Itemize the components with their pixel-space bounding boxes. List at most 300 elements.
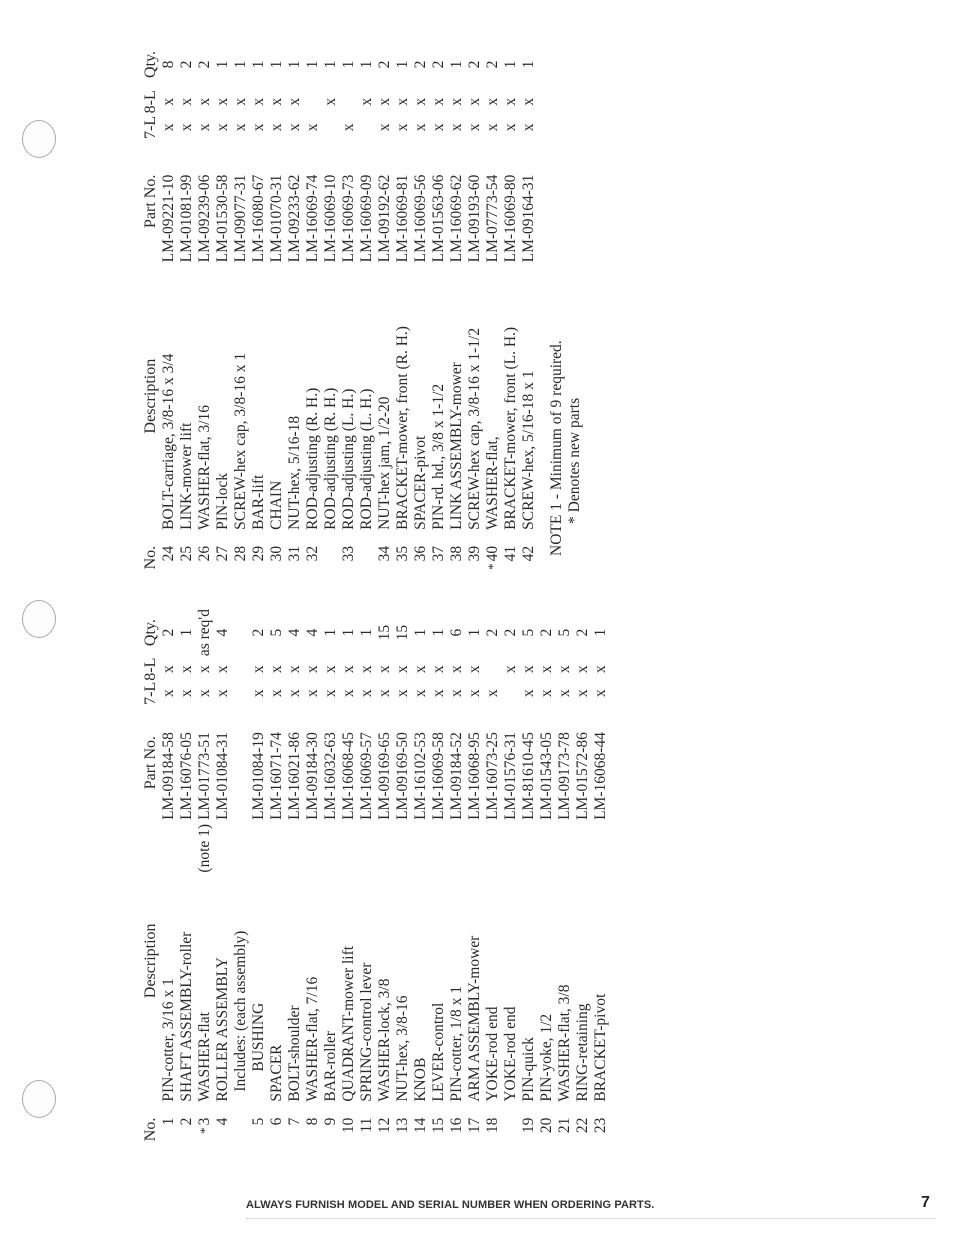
- table-row: [394, 608, 412, 1168]
- item-number-value: 21: [556, 1117, 573, 1134]
- part-number: LM-16071-74: [268, 732, 285, 820]
- item-description: [304, 820, 322, 1110]
- table-row: [358, 608, 376, 1168]
- table-row: [214, 608, 232, 1168]
- item-number-value: 26: [196, 545, 213, 562]
- part-number: LM-01572-86: [574, 732, 591, 820]
- item-number: [322, 1110, 340, 1168]
- item-description-text: SHAFT ASSEMBLY-roller: [178, 931, 195, 1102]
- binder-hole-top: [22, 120, 56, 158]
- table-row: [520, 608, 538, 1168]
- item-description: [484, 262, 502, 537]
- model-7l-mark: x: [484, 689, 501, 698]
- model-7l-mark: x: [178, 689, 195, 698]
- table-row: [178, 40, 196, 600]
- item-number-value: 5: [250, 1117, 267, 1126]
- part-number: LM-09184-30: [304, 732, 321, 820]
- model-8l-mark: x: [340, 665, 357, 674]
- model-7l-mark: x: [286, 123, 303, 132]
- part-number: LM-01530-58: [214, 174, 231, 263]
- quantity: 2: [466, 60, 483, 69]
- item-description: [250, 262, 268, 537]
- model-7l-mark: [232, 681, 250, 705]
- model-8l-mark: x: [358, 665, 375, 674]
- item-number: [178, 1110, 196, 1168]
- table-row: [376, 40, 394, 600]
- quantity: 1: [322, 60, 339, 69]
- item-description-text: BAR-lift: [250, 474, 267, 530]
- table-row: [268, 40, 286, 600]
- part-number: LM-09192-62: [376, 174, 393, 263]
- part-number: LM-09169-50: [394, 732, 411, 820]
- item-description-text: WASHER-flat, 7/16: [304, 976, 321, 1102]
- model-7l-mark: x: [304, 123, 321, 132]
- item-description: [322, 262, 340, 537]
- table-row: [232, 40, 250, 600]
- item-number-value: 17: [466, 1117, 483, 1134]
- item-number-value: 18: [484, 1117, 501, 1134]
- model-7l-mark: x: [160, 123, 177, 132]
- model-7l-mark: x: [340, 123, 357, 132]
- header-qty: Qty.: [142, 619, 159, 647]
- item-description: [268, 820, 286, 1110]
- table-row: [214, 40, 232, 600]
- table-row: [430, 608, 448, 1168]
- item-number: [340, 1110, 358, 1168]
- item-description-text: YOKE-rod end: [484, 1006, 501, 1102]
- right-table: [138, 40, 584, 600]
- header-part-no: Part No.: [142, 174, 159, 228]
- model-8l-mark: x: [232, 97, 249, 106]
- item-description-text: ROLLER ASSEMBLY: [214, 957, 231, 1102]
- part-number: LM-01084-19: [250, 732, 267, 820]
- model-8l-mark: x: [178, 97, 195, 106]
- item-number: [286, 538, 304, 600]
- item-description-text: BUSHING: [250, 1002, 267, 1072]
- model-8l-mark: x: [520, 665, 537, 674]
- part-number: LM-16069-74: [304, 174, 321, 263]
- model-8l-mark: x: [556, 665, 573, 674]
- item-description: [466, 262, 484, 537]
- item-number: [232, 1110, 250, 1168]
- quantity: 15: [376, 624, 393, 641]
- quantity: 4: [286, 628, 303, 637]
- quantity: 1: [322, 628, 339, 637]
- item-number: [484, 1110, 502, 1168]
- item-description-text: NUT-hex, 5/16-18: [286, 415, 303, 530]
- item-number-value: 9: [322, 1117, 339, 1126]
- model-7l-mark: x: [232, 123, 249, 132]
- item-description: [340, 820, 358, 1110]
- table-row: [250, 40, 268, 600]
- item-description: [358, 820, 376, 1110]
- model-8l-mark: x: [214, 97, 231, 106]
- item-number-value: 13: [394, 1117, 411, 1134]
- item-description-text: BRACKET-mower, front (R. H.): [394, 326, 411, 530]
- part-number: LM-01543-05: [538, 732, 555, 820]
- table-row: [232, 608, 250, 1168]
- item-number: [232, 538, 250, 600]
- item-number-value: 32: [304, 545, 321, 562]
- item-description-text: YOKE-rod end: [502, 1006, 519, 1102]
- item-number: [430, 1110, 448, 1168]
- quantity: as req'd: [196, 609, 213, 657]
- item-number-value: 40: [484, 545, 501, 562]
- item-description-text: QUADRANT-mower lift: [340, 945, 357, 1102]
- model-8l-mark: x: [484, 97, 501, 106]
- quantity: 1: [520, 60, 537, 69]
- model-7l-mark: x: [502, 123, 519, 132]
- item-description-text: PIN-yoke, 1/2: [538, 1013, 555, 1102]
- item-number-value: 2: [178, 1117, 195, 1126]
- header-8l: 8-L: [142, 90, 159, 114]
- header-8l: 8-L: [142, 657, 159, 681]
- model-8l-mark: x: [160, 97, 177, 106]
- table-row: [502, 40, 520, 600]
- quantity: 1: [358, 60, 375, 69]
- table-row: [196, 608, 214, 1168]
- item-description-text: Includes: (each assembly): [232, 930, 249, 1092]
- table-row: [556, 608, 574, 1168]
- part-number: LM-09164-31: [520, 174, 537, 263]
- part-number: LM-01773-51: [196, 732, 213, 820]
- model-8l-mark: x: [178, 665, 195, 674]
- table-row: [286, 40, 304, 600]
- item-number-value: 28: [232, 545, 249, 562]
- item-number: [502, 1110, 520, 1168]
- table-row: [340, 608, 358, 1168]
- model-8l-mark: x: [502, 665, 519, 674]
- item-number-value: 30: [268, 545, 285, 562]
- table-row: [250, 608, 268, 1168]
- item-description: [430, 262, 448, 537]
- part-number: LM-01084-31: [214, 732, 231, 820]
- item-number: [466, 538, 484, 600]
- item-number: [430, 538, 448, 600]
- part-number: LM-01576-31: [502, 732, 519, 820]
- model-7l-mark: x: [430, 123, 447, 132]
- model-8l-mark: x: [502, 97, 519, 106]
- note-row: [538, 40, 566, 600]
- item-description-text: BRACKET-pivot: [592, 993, 609, 1102]
- item-description-text: WASHER-flat, 3/8: [556, 984, 573, 1102]
- header-7l: 7-L: [142, 115, 159, 139]
- quantity: 1: [178, 628, 195, 637]
- part-number: LM-09173-78: [556, 732, 573, 820]
- part-number: LM-07773-54: [484, 174, 501, 263]
- item-number-value: 4: [214, 1117, 231, 1126]
- model-8l-mark: x: [394, 97, 411, 106]
- item-number: [448, 538, 466, 600]
- part-number: LM-16069-56: [412, 174, 429, 263]
- header-7l: 7-L: [142, 681, 159, 705]
- model-7l-mark: x: [304, 689, 321, 698]
- left-table: [138, 608, 610, 1168]
- item-description: [502, 820, 520, 1110]
- part-number: LM-09184-58: [160, 732, 177, 820]
- item-description: [520, 820, 538, 1110]
- quantity: 2: [250, 628, 267, 637]
- model-8l-mark: x: [268, 97, 285, 106]
- part-number: LM-16069-09: [358, 174, 375, 263]
- item-description-text: PIN-cotter, 1/8 x 1: [448, 986, 465, 1102]
- part-number: LM-16069-81: [394, 174, 411, 263]
- model-7l-mark: x: [214, 689, 231, 698]
- item-number: [448, 1110, 466, 1168]
- item-description-text: LEVER-control: [430, 1002, 447, 1102]
- model-7l-mark: x: [484, 123, 501, 132]
- quantity: 4: [304, 628, 321, 637]
- table-row: [430, 40, 448, 600]
- quantity: 1: [304, 60, 321, 69]
- quantity: 2: [484, 60, 501, 69]
- part-number: LM-16069-57: [358, 732, 375, 820]
- item-number: [286, 1110, 304, 1168]
- item-description: [520, 262, 538, 537]
- quantity: 2: [412, 60, 429, 69]
- left-parts-table: [138, 608, 638, 1168]
- model-8l-mark: x: [466, 97, 483, 106]
- item-description: [196, 262, 214, 537]
- item-description-text: ARM ASSEMBLY-mower: [466, 935, 483, 1102]
- item-description-text: SPACER-pivot: [412, 435, 429, 530]
- model-8l-mark: x: [250, 97, 267, 106]
- item-description: [448, 820, 466, 1110]
- part-number: LM-16068-45: [340, 732, 357, 820]
- model-8l-mark: x: [448, 97, 465, 106]
- table-row: [340, 40, 358, 600]
- quantity: 1: [286, 60, 303, 69]
- part-number: LM-16102-53: [412, 732, 429, 820]
- model-8l-mark: x: [538, 665, 555, 674]
- item-number: [520, 1110, 538, 1168]
- model-7l-mark: x: [520, 689, 537, 698]
- part-number: LM-09169-65: [376, 732, 393, 820]
- model-7l-mark: x: [538, 689, 555, 698]
- model-8l-mark: x: [196, 665, 213, 674]
- item-description: [430, 820, 448, 1110]
- part-number: LM-16076-05: [178, 732, 195, 820]
- part-number: LM-16068-95: [466, 732, 483, 820]
- item-number-value: 35: [394, 545, 411, 562]
- part-number: LM-16068-44: [592, 732, 609, 820]
- item-description: [232, 820, 250, 1110]
- item-description-text: BOLT-carriage, 3/8-16 x 3/4: [160, 353, 177, 530]
- item-description: [304, 262, 322, 537]
- item-description: [178, 820, 196, 1110]
- item-number-value: 20: [538, 1117, 555, 1134]
- model-7l-mark: x: [268, 689, 285, 698]
- item-number: [196, 538, 214, 600]
- item-number-value: 36: [412, 545, 429, 562]
- model-7l-mark: x: [376, 123, 393, 132]
- quantity: 5: [520, 628, 537, 637]
- model-8l-mark: x: [322, 97, 339, 106]
- model-8l-mark: [340, 89, 358, 115]
- item-number: [466, 1110, 484, 1168]
- model-7l-mark: [322, 115, 340, 141]
- quantity: 6: [448, 628, 465, 637]
- item-description-text: WASHER-flat, 3/16: [196, 404, 213, 530]
- item-description-text: CHAIN: [268, 480, 285, 530]
- table-row: [268, 608, 286, 1168]
- model-8l-mark: x: [520, 97, 537, 106]
- item-number-value: 27: [214, 545, 231, 562]
- item-description-text: SPRING-control lever: [358, 962, 375, 1102]
- item-description: [556, 820, 574, 1110]
- model-7l-mark: x: [394, 123, 411, 132]
- item-number-value: 12: [376, 1117, 393, 1134]
- left-table-header: [138, 608, 160, 1168]
- item-description: [178, 262, 196, 537]
- model-8l-mark: x: [358, 97, 375, 106]
- item-note: (note 1): [196, 823, 213, 873]
- item-number: [160, 1110, 178, 1168]
- item-description: [340, 262, 358, 537]
- quantity: 2: [430, 60, 447, 69]
- quantity: 2: [502, 628, 519, 637]
- item-description: [214, 820, 232, 1110]
- item-number-value: 39: [466, 545, 483, 562]
- quantity: [232, 608, 250, 657]
- footer-rule: [246, 1218, 936, 1219]
- item-description-text: SPACER: [268, 1044, 285, 1102]
- binder-hole-middle: [22, 600, 56, 638]
- item-description: [160, 820, 178, 1110]
- model-8l-mark: [232, 657, 250, 681]
- item-description: [286, 262, 304, 537]
- quantity: 2: [196, 60, 213, 69]
- quantity: 1: [250, 60, 267, 69]
- item-number-value: 33: [340, 545, 357, 562]
- footer-ordering-note: ALWAYS FURNISH MODEL AND SERIAL NUMBER WHEN ORDERING PARTS.: [246, 1199, 655, 1211]
- quantity: 1: [448, 60, 465, 69]
- part-number: LM-09077-31: [232, 174, 249, 263]
- part-number: LM-09193-60: [466, 174, 483, 263]
- header-description: Description: [142, 923, 159, 999]
- item-number-value: 24: [160, 545, 177, 562]
- item-number: [268, 538, 286, 600]
- item-description: [268, 262, 286, 537]
- table-row: [394, 40, 412, 600]
- note-1: NOTE 1 - Minimum of 9 required.: [548, 340, 565, 556]
- table-row: [304, 40, 322, 600]
- item-number: [592, 1110, 610, 1168]
- item-number-value: 38: [448, 545, 465, 562]
- part-number: [232, 705, 250, 820]
- model-7l-mark: x: [430, 689, 447, 698]
- item-description: [376, 262, 394, 537]
- item-number: [538, 1110, 556, 1168]
- item-number: [268, 1110, 286, 1168]
- item-number: [556, 1110, 574, 1168]
- item-number-value: 11: [358, 1117, 375, 1133]
- item-description-text: NUT-hex jam, 1/2-20: [376, 396, 393, 530]
- item-number-value: 34: [376, 545, 393, 562]
- part-number: LM-16069-58: [430, 732, 447, 820]
- item-description-text: KNOB: [412, 1057, 429, 1102]
- item-description: [592, 820, 610, 1110]
- model-7l-mark: x: [520, 123, 537, 132]
- item-number-value: 8: [304, 1117, 321, 1126]
- model-8l-mark: x: [430, 665, 447, 674]
- item-description: [502, 262, 520, 537]
- quantity: 1: [412, 628, 429, 637]
- model-8l-mark: x: [574, 665, 591, 674]
- model-7l-mark: [502, 681, 520, 705]
- item-description: [160, 262, 178, 537]
- model-8l-mark: x: [376, 665, 393, 674]
- item-description-text: PIN-quick: [520, 1037, 537, 1102]
- table-row: [178, 608, 196, 1168]
- item-number: [214, 538, 232, 600]
- quantity: 1: [592, 628, 609, 637]
- quantity: 1: [232, 60, 249, 69]
- item-number: [484, 538, 502, 600]
- right-table-header: [138, 40, 160, 600]
- item-number: [358, 538, 376, 600]
- quantity: 2: [178, 60, 195, 69]
- item-number: [358, 1110, 376, 1168]
- part-number: LM-16069-10: [322, 174, 339, 263]
- model-7l-mark: [358, 115, 376, 141]
- item-number: [214, 1110, 232, 1168]
- model-7l-mark: x: [394, 689, 411, 698]
- model-7l-mark: x: [376, 689, 393, 698]
- model-7l-mark: x: [178, 123, 195, 132]
- header-part-no: Part No.: [142, 735, 159, 790]
- item-number-value: 3: [196, 1117, 213, 1126]
- quantity: 2: [538, 628, 555, 637]
- item-description: [538, 820, 556, 1110]
- item-number-value: 25: [178, 545, 195, 562]
- part-number: LM-09221-10: [160, 174, 177, 263]
- quantity: 5: [556, 628, 573, 637]
- model-7l-mark: x: [358, 689, 375, 698]
- item-number-value: 14: [412, 1117, 429, 1134]
- table-row: [160, 40, 178, 600]
- item-description-text: SCREW-hex cap, 3/8-16 x 1-1/2: [466, 327, 483, 530]
- model-8l-mark: x: [448, 665, 465, 674]
- item-number-value: 16: [448, 1117, 465, 1134]
- item-description: [232, 262, 250, 537]
- header-no: No.: [142, 1117, 159, 1142]
- item-description-text: WASHER-flat: [196, 1012, 213, 1102]
- item-description: [196, 820, 214, 1110]
- item-number-value: 42: [520, 545, 537, 562]
- item-description-text: ROD-adjusting (L. H.): [358, 388, 375, 530]
- model-7l-mark: x: [574, 689, 591, 698]
- model-7l-mark: x: [556, 689, 573, 698]
- model-7l-mark: x: [196, 689, 213, 698]
- quantity: 1: [430, 628, 447, 637]
- item-description-text: PIN-cotter, 3/16 x 1: [160, 978, 177, 1102]
- model-7l-mark: x: [448, 123, 465, 132]
- model-8l-mark: x: [286, 97, 303, 106]
- item-number-value: 37: [430, 545, 447, 562]
- part-number: LM-16032-63: [322, 732, 339, 820]
- model-8l-mark: [304, 89, 322, 115]
- item-description: [448, 262, 466, 537]
- model-8l-mark: x: [394, 665, 411, 674]
- model-7l-mark: x: [286, 689, 303, 698]
- item-number: [178, 538, 196, 600]
- item-description: [358, 262, 376, 537]
- model-8l-mark: x: [412, 665, 429, 674]
- part-number: LM-16069-73: [340, 174, 357, 263]
- part-number: LM-09184-52: [448, 732, 465, 820]
- note-row: [566, 40, 584, 600]
